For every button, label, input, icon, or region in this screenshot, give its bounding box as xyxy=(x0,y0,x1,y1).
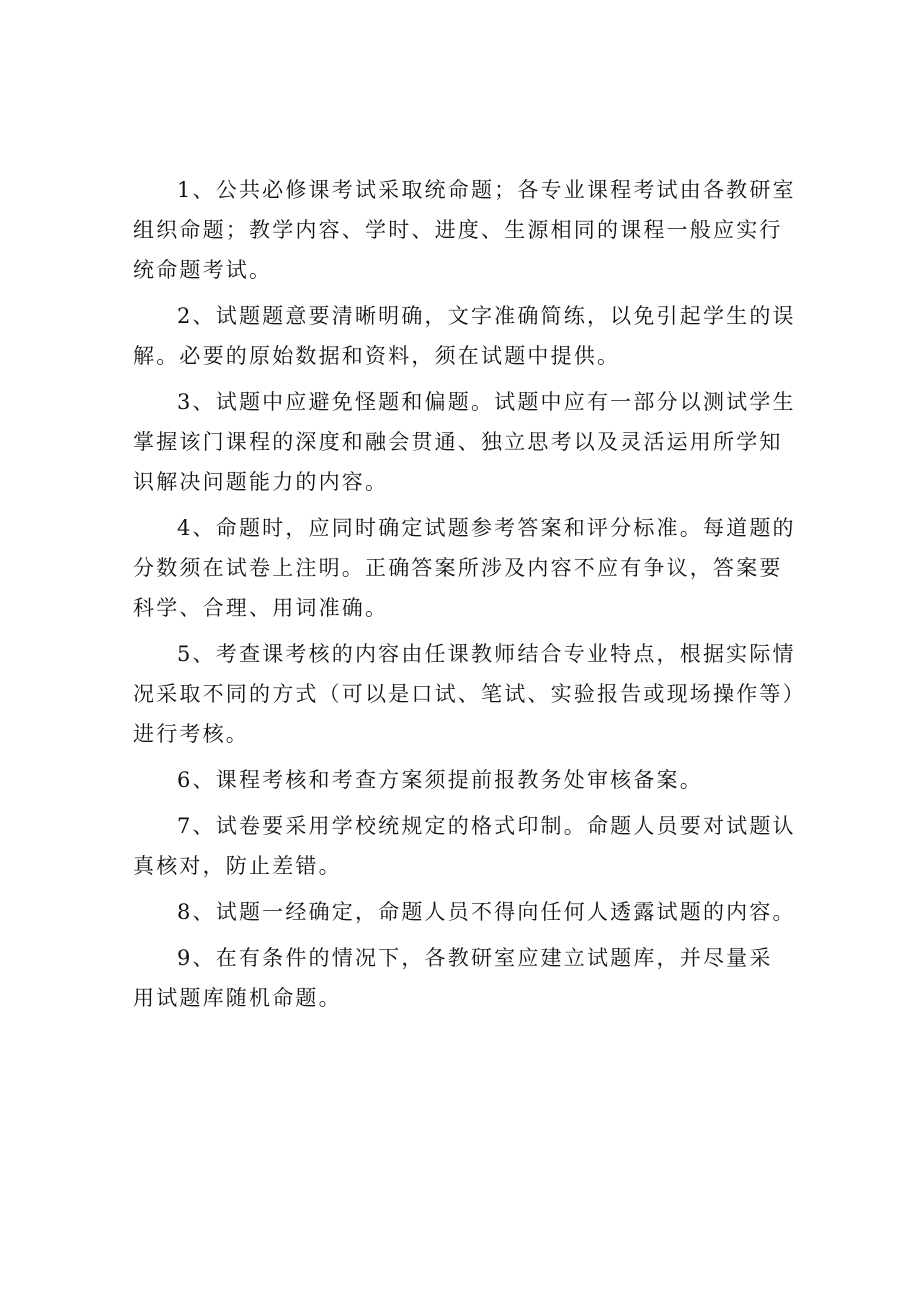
paragraph-1: 1、公共必修课考试采取统命题；各专业课程考试由各教研室组织命题；教学内容、学时、进度、生源相同的课程一般应实行统命题考试。 xyxy=(133,178,796,282)
paragraph-2: 2、试题题意要清晰明确，文字准确简练，以免引起学生的误解。必要的原始数据和资料，须在试题中提供。 xyxy=(133,304,796,368)
document-body xyxy=(133,170,798,1024)
paragraph-7: 7、试卷要采用学校统规定的格式印制。命题人员要对试题认真核对，防止差错。 xyxy=(133,814,796,878)
paragraph-5: 5、考查课考核的内容由任课教师结合专业特点，根据实际情况采取不同的方式（可以是口试、笔试、实验报告或现场操作等）进行考核。 xyxy=(133,642,796,746)
paragraph-9: 9、在有条件的情况下，各教研室应建立试题库，并尽量采用试题库随机命题。 xyxy=(133,946,773,1010)
paragraph-4: 4、命题时，应同时确定试题参考答案和评分标准。每道题的分数须在试卷上注明。正确答案所涉及内容不应有争议，答案要科学、合理、用词准确。 xyxy=(133,516,796,620)
paragraph-8: 8、试题一经确定，命题人员不得向任何人透露试题的内容。 xyxy=(177,900,796,924)
paragraph-3: 3、试题中应避免怪题和偏题。试题中应有一部分以测试学生掌握该门课程的深度和融会贯通、独立思考以及灵活运用所学知识解决问题能力的内容。 xyxy=(133,390,796,494)
paragraph-6: 6、课程考核和考查方案须提前报教务处审核备案。 xyxy=(177,768,703,792)
